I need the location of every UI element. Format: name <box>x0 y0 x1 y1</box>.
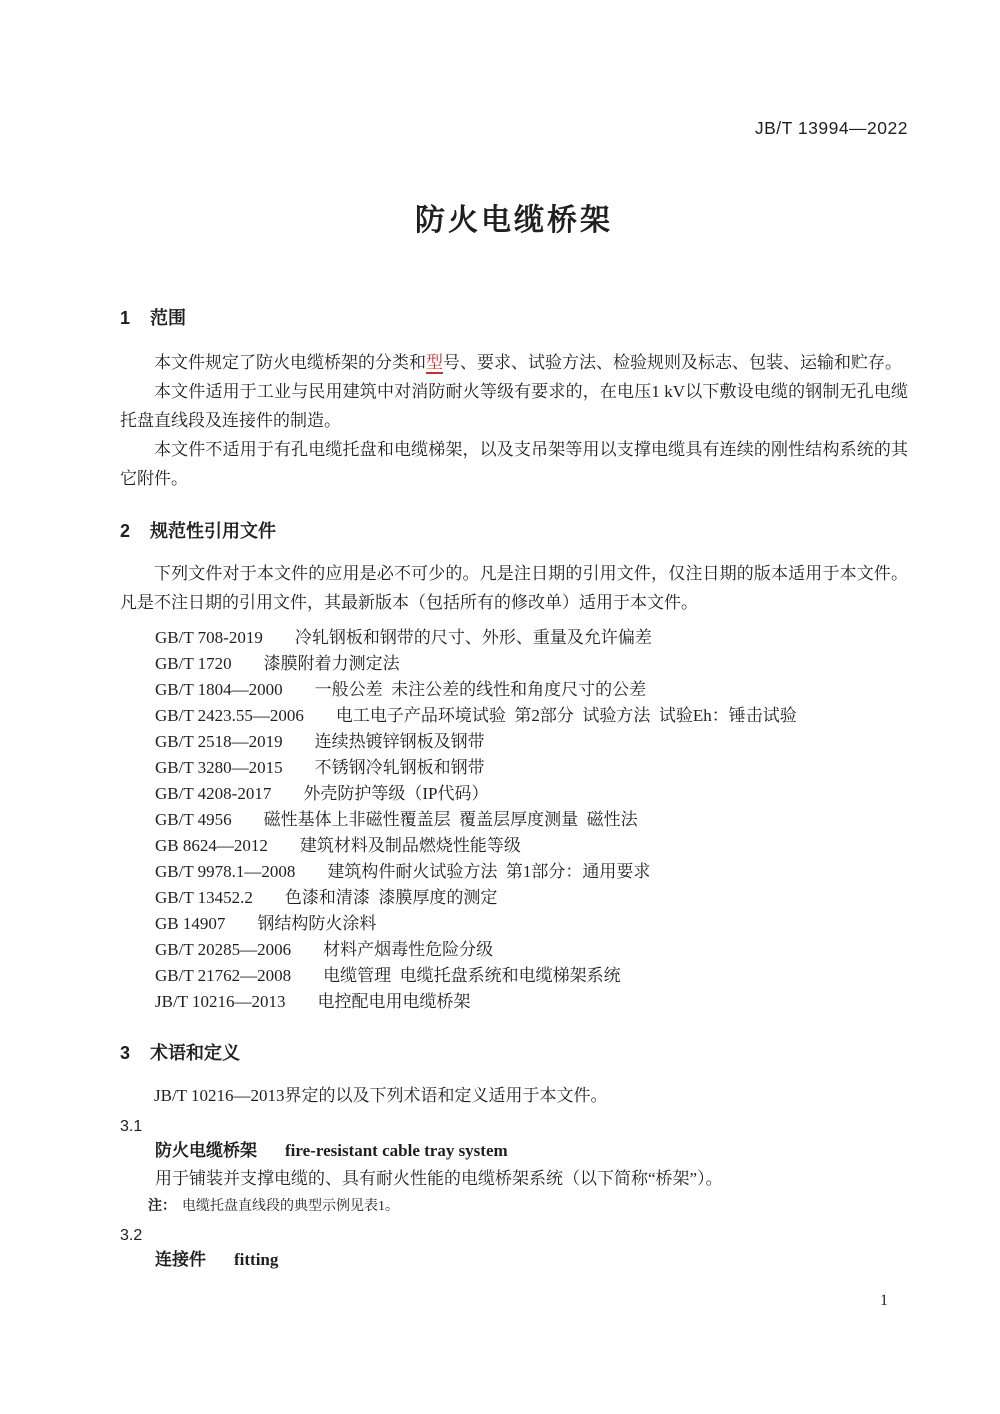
reference-item <box>155 625 908 651</box>
term-3-1-chinese: 防火电缆桥架 <box>155 1141 257 1160</box>
scope-p1-text-after: 号、要求、试验方法、检验规则及标志、包装、运输和贮存。 <box>443 353 902 372</box>
reference-title: 建筑材料及制品燃烧性能等级 <box>299 836 521 855</box>
reference-title: 冷轧钢板和钢带的尺寸、外形、重量及允许偏差 <box>294 628 652 647</box>
reference-item <box>155 937 908 963</box>
section-3-heading <box>120 1041 908 1065</box>
reference-code: GB/T 20285—2006 <box>155 940 292 959</box>
reference-title: 磁性基体上非磁性覆盖层 覆盖层厚度测量 磁性法 <box>263 810 638 829</box>
reference-title: 不锈钢冷轧钢板和钢带 <box>314 758 485 777</box>
term-3-1-definition: 用于铺装并支撑电缆的、具有耐火性能的电缆桥架系统（以下简称“桥架”）。 <box>155 1169 723 1188</box>
term-3-1-english: fire-resistant cable tray system <box>285 1141 508 1160</box>
reference-code: GB/T 2518—2019 <box>155 732 283 751</box>
reference-item <box>155 833 908 859</box>
reference-title: 连续热镀锌钢板及钢带 <box>314 732 485 751</box>
reference-code: GB/T 9978.1—2008 <box>155 862 296 881</box>
reference-code: GB/T 13452.2 <box>155 888 253 907</box>
reference-code: GB/T 4956 <box>155 810 232 829</box>
reference-item <box>155 729 908 755</box>
scope-paragraph-2: 本文件适用于工业与民用建筑中对消防耐火等级有要求的，在电压1 kV以下敷设电缆的钢制无孔电缆托盘直线段及连接件的制造。 <box>120 382 908 430</box>
reference-code: GB/T 2423.55—2006 <box>155 706 304 725</box>
reference-item <box>155 781 908 807</box>
reference-item <box>155 963 908 989</box>
standard-code-header <box>120 118 908 138</box>
reference-title: 电控配电用电缆桥架 <box>317 992 471 1011</box>
scope-p1-highlighted-char: 型 <box>426 353 443 372</box>
page-number: 1 <box>880 1292 888 1309</box>
scope-p1-text-before: 本文件规定了防火电缆桥架的分类和 <box>154 353 426 372</box>
reference-code: GB 14907 <box>155 914 226 933</box>
section-3-number: 3 <box>120 1043 131 1063</box>
reference-item <box>155 651 908 677</box>
reference-title: 电缆管理 电缆托盘系统和电缆梯架系统 <box>323 966 621 985</box>
term-3-2-chinese: 连接件 <box>155 1250 206 1269</box>
reference-code: JB/T 10216—2013 <box>155 992 286 1011</box>
section-2-heading <box>120 519 908 543</box>
section-1-heading <box>120 306 908 330</box>
reference-title: 钢结构防火涂料 <box>257 914 377 933</box>
reference-item <box>155 807 908 833</box>
reference-code: GB/T 4208-2017 <box>155 784 272 803</box>
term-3-2-english: fitting <box>234 1250 279 1269</box>
reference-title: 色漆和清漆 漆膜厚度的测定 <box>284 888 498 907</box>
reference-code: GB/T 1804—2000 <box>155 680 283 699</box>
reference-item <box>155 885 908 911</box>
reference-code: GB/T 708-2019 <box>155 628 263 647</box>
reference-title: 材料产烟毒性危险分级 <box>323 940 494 959</box>
reference-item <box>155 989 908 1015</box>
note-text: 电缆托盘直线段的典型示例见表1。 <box>182 1199 399 1214</box>
standard-code: JB/T 13994—2022 <box>754 118 908 138</box>
reference-code: GB/T 3280—2015 <box>155 758 283 777</box>
term-entry-3-2-id: 3.2 <box>120 1227 143 1244</box>
term-entry-3-1-id: 3.1 <box>120 1118 143 1135</box>
reference-item <box>155 703 908 729</box>
reference-item <box>155 677 908 703</box>
reference-item <box>155 859 908 885</box>
section-2-number: 2 <box>120 521 131 541</box>
terms-intro: JB/T 10216—2013界定的以及下列术语和定义适用于本文件。 <box>154 1086 608 1105</box>
note-label: 注： <box>148 1197 176 1213</box>
scope-paragraph-1 <box>120 348 908 377</box>
references-list <box>120 625 908 1015</box>
reference-title: 电工电子产品环境试验 第2部分 试验方法 试验Eh：锤击试验 <box>335 706 797 725</box>
section-1-title: 范围 <box>150 308 187 328</box>
reference-title: 外壳防护等级（IP代码） <box>303 784 489 803</box>
reference-code: GB/T 21762—2008 <box>155 966 292 985</box>
references-intro: 下列文件对于本文件的应用是必不可少的。凡是注日期的引用文件，仅注日期的版本适用于本文件。凡是不注日期的引用文件，其最新版本（包括所有的修改单）适用于本文件。 <box>120 564 908 612</box>
scope-paragraphs <box>120 348 908 493</box>
term-entry-3-1-name <box>120 1138 908 1164</box>
reference-code: GB 8624—2012 <box>155 836 268 855</box>
term-3-1-note <box>120 1195 908 1217</box>
reference-code: GB/T 1720 <box>155 654 232 673</box>
reference-title: 一般公差 未注公差的线性和角度尺寸的公差 <box>314 680 647 699</box>
reference-item <box>155 911 908 937</box>
section-1-number: 1 <box>120 308 131 328</box>
document-title: 防火电缆桥架 <box>415 204 613 237</box>
scope-paragraph-3: 本文件不适用于有孔电缆托盘和电缆梯架，以及支吊架等用以支撑电缆具有连续的刚性结构系统的其它附件。 <box>120 440 908 488</box>
reference-title: 建筑构件耐火试验方法 第1部分：通用要求 <box>327 862 651 881</box>
section-3-title: 术语和定义 <box>150 1043 241 1063</box>
section-2-title: 规范性引用文件 <box>150 521 277 541</box>
term-entry-3-2-name <box>120 1247 908 1273</box>
reference-title: 漆膜附着力测定法 <box>263 654 400 673</box>
reference-item <box>155 755 908 781</box>
